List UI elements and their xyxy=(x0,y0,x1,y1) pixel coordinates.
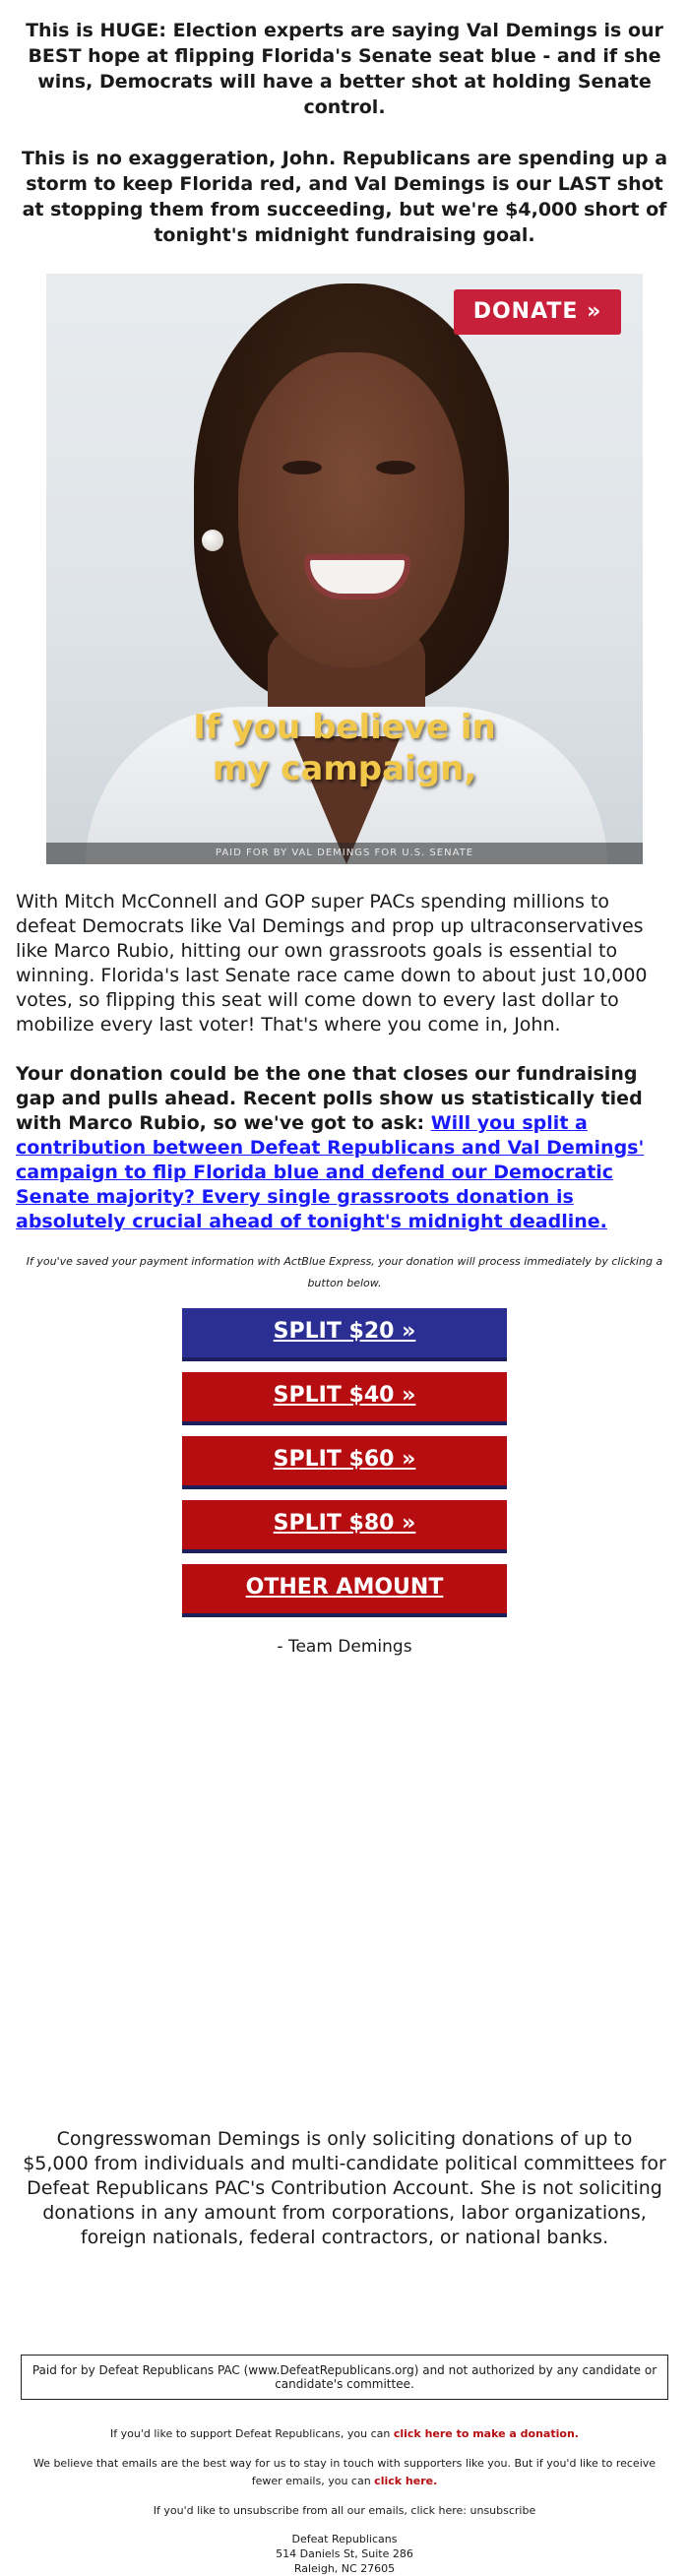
other-amount-button[interactable]: OTHER AMOUNT xyxy=(182,1564,507,1617)
fewer-emails-link[interactable]: click here. xyxy=(374,2475,438,2487)
body-section xyxy=(0,864,689,1234)
paid-for-box: Paid for by Defeat Republicans PAC (www.DefeatRepublicans.org) and not authorized by any candidate or candidate's committee. xyxy=(21,2355,668,2400)
split-20-button[interactable]: SPLIT $20 » xyxy=(182,1308,507,1361)
make-donation-link[interactable]: click here to make a donation. xyxy=(393,2427,579,2440)
headline: This is HUGE: Election experts are saying Val Demings is our BEST hope at flipping Florida's Senate seat blue - and if she wins, Democrats will have a better shot at holding Senate control. xyxy=(26,20,663,118)
photo-earring xyxy=(202,530,223,551)
photo-eye-right xyxy=(376,461,415,474)
footer-support-lead: If you'd like to support Defeat Republicans, you can xyxy=(110,2427,394,2440)
photo-eye-left xyxy=(282,461,322,474)
split-contribution-link[interactable]: Will you split a contribution between Defeat Republicans and Val Demings' campaign to flip Florida blue and defend our Democratic Senate majority? Every single grassroots donation is absolutely crucial ahead of tonight's midnight deadline. xyxy=(16,1112,645,1232)
footer-unsubscribe[interactable]: If you'd like to unsubscribe from all our emails, click here: unsubscribe xyxy=(153,2504,536,2517)
body-paragraph-1: With Mitch McConnell and GOP super PACs spending millions to defeat Democrats like Val Demings and prop up ultraconservatives like Marco Rubio, hitting our own grassroots goals is essential to winning. Florida's last Senate race came down to about just 10,000 votes, so flipping this seat will come down to every last dollar to mobilize every last voter! That's where you come in, John. xyxy=(16,891,648,1036)
photo-caption xyxy=(46,707,643,789)
photo-face xyxy=(238,352,465,667)
signature: - Team Demings xyxy=(277,1637,412,1657)
address-street: 514 Daniels St, Suite 286 xyxy=(276,2547,413,2560)
actblue-note: If you've saved your payment information with ActBlue Express, your donation will process immediately by clicking a button below. xyxy=(26,1255,663,1289)
body-paragraph-2-lead: Your donation could be the one that closes our fundraising gap and pulls ahead. Recent polls show us statistically tied with Marco Rubio, so we've got to ask: xyxy=(16,1063,643,1134)
subhead: This is no exaggeration, John. Republicans are spending up a storm to keep Florida red, and Val Demings is our LAST shot at stopping them from succeeding, but we're $4,000 short of tonight's midnight fundraising goal. xyxy=(21,148,668,246)
photo-caption-line2: my campaign, xyxy=(212,749,477,788)
footer-support xyxy=(20,2425,669,2443)
split-60-button[interactable]: SPLIT $60 » xyxy=(182,1436,507,1489)
intro-section xyxy=(0,0,689,248)
photo-caption-line1: If you believe in xyxy=(193,708,496,747)
footer-fewer-lead: We believe that emails are the best way for us to stay in touch with supporters like you. But if you'd like to receive fewer emails, you can xyxy=(32,2457,657,2487)
photo-paid-for-label: PAID FOR BY VAL DEMINGS FOR U.S. SENATE xyxy=(46,843,643,864)
address-city: Raleigh, NC 27605 xyxy=(293,2562,396,2575)
address-name: Defeat Republicans xyxy=(291,2533,398,2545)
body-paragraph-2 xyxy=(16,1062,673,1234)
photo-mouth xyxy=(304,554,410,599)
split-80-button[interactable]: SPLIT $80 » xyxy=(182,1500,507,1553)
candidate-photo-banner[interactable] xyxy=(46,274,643,864)
footer-fewer-emails xyxy=(20,2455,669,2490)
donation-buttons xyxy=(182,1308,507,1617)
photo-donate-button[interactable]: DONATE » xyxy=(454,289,621,335)
split-40-button[interactable]: SPLIT $40 » xyxy=(182,1372,507,1425)
footer xyxy=(0,2425,689,2576)
solicitation-disclaimer: Congresswoman Demings is only soliciting donations of up to $5,000 from individuals and multi-candidate political committees for Defeat Republicans PAC's Contribution Account. She is not soliciting donations in any amount from corporations, labor organizations, foreign nationals, federal contractors, or national banks. xyxy=(23,2128,666,2248)
